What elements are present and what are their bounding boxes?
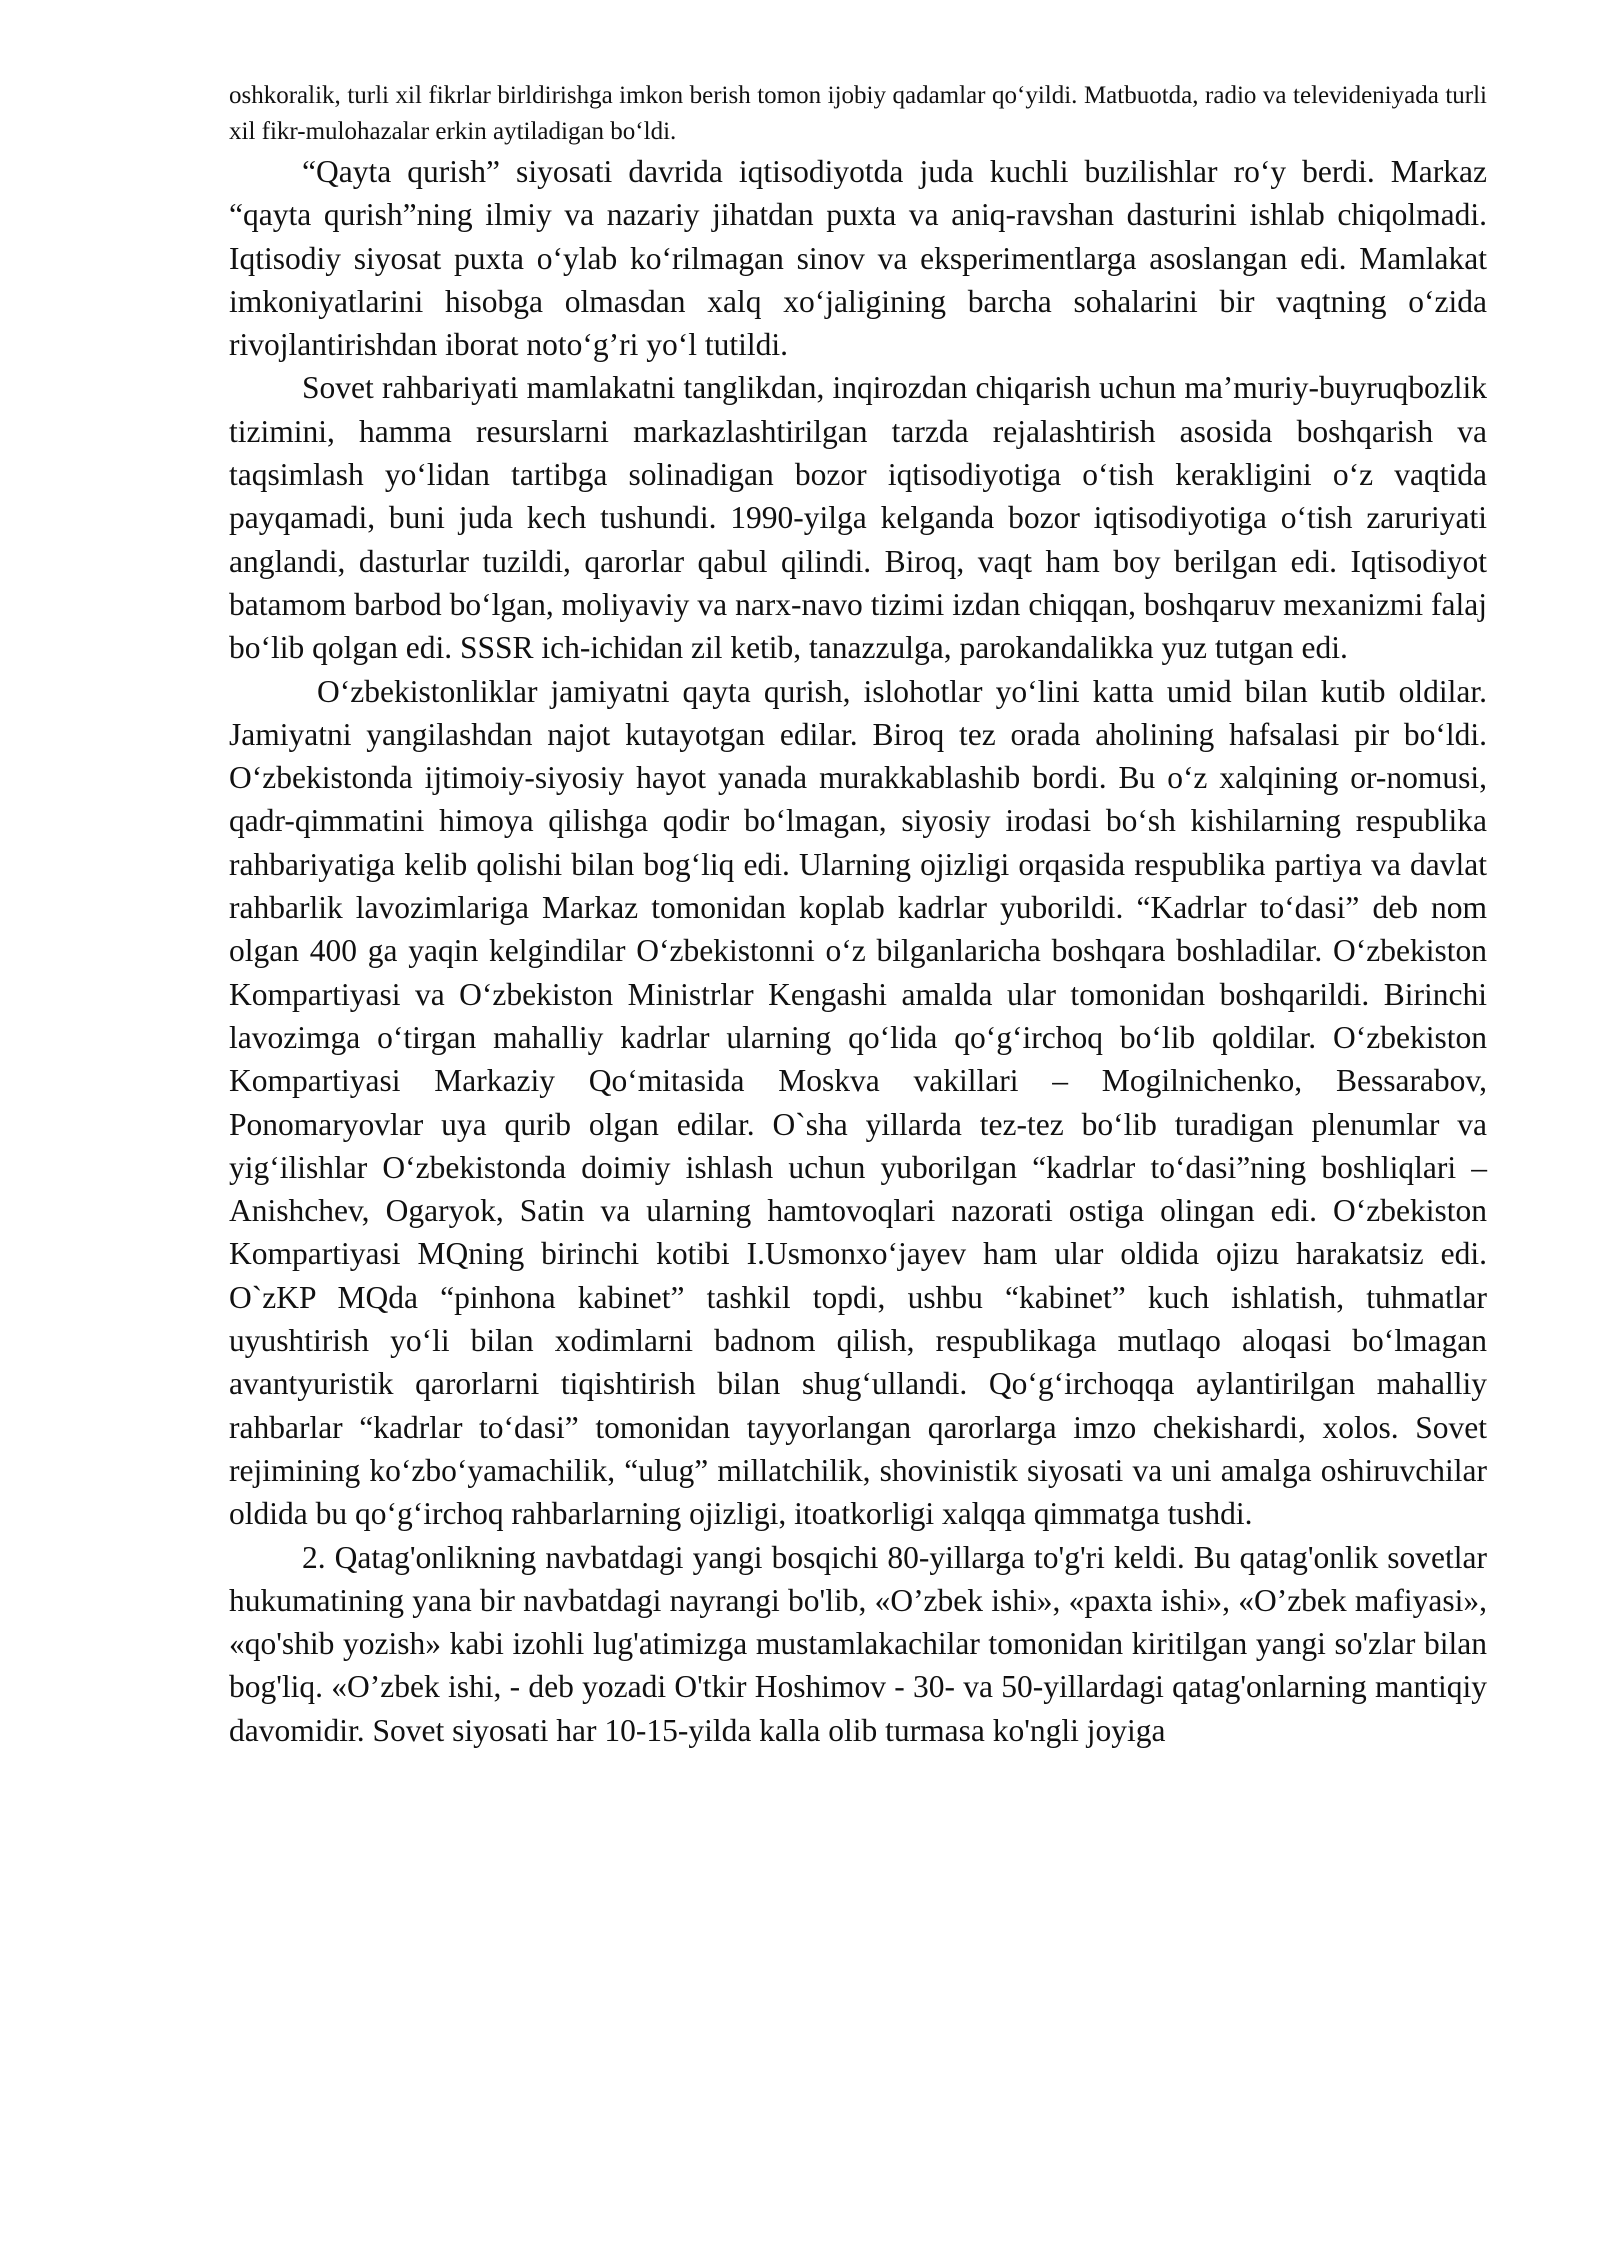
paragraph-1: oshkoralik, turli xil fikrlar birldirishga imkon berish tomon ijobiy qadamlar qo‘yildi. Matbuotda, radio va televideniyada turli xil fikr-mulohazalar erkin aytiladigan bo‘ldi.	[229, 82, 1487, 145]
paragraph-2: “Qayta qurish” siyosati davrida iqtisodiyotda juda kuchli buzilishlar ro‘y berdi. Markaz “qayta qurish”ning ilmiy va nazariy jihatdan puxta va aniq-ravshan dasturini ishlab chiqolmadi. Iqtisodiy siyosat puxta o‘ylab ko‘rilmagan sinov va eksperimentlarga asoslangan edi. Mamlakat imkoniyatlarini hisobga olmasdan xalq xo‘jaligining barcha sohalarini bir vaqtning o‘zida rivojlantirishdan iborat noto‘g’ri yo‘l tutildi.	[229, 154, 1487, 363]
paragraph-5: 2. Qatag'onlikning navbatdagi yangi bosqichi 80-yillarga to'g'ri keldi. Bu qatag'onlik sovetlar hukumatining yana bir navbatdagi nayrangi bo'lib, «O’zbek ishi», «paxta ishi», «O’zbek mafiyasi», «qo'shib yozish» kabi izohli lug'atimizga mustamlakachilar tomonidan kiritilgan yangi so'zlar bilan bog'liq. «O’zbek ishi, - deb yozadi O'tkir Hoshimov - 30- va 50-yillardagi qatag'onlarning mantiqiy davomidir. Sovet siyosati har 10-15-yilda kalla olib turmasa ko'ngli joyiga	[229, 1539, 1487, 1748]
paragraph-4: O‘zbekistonliklar jamiyatni qayta qurish, islohotlar yo‘lini katta umid bilan kutib oldilar. Jamiyatni yangilashdan najot kutayotgan edilar. Biroq tez orada aholining hafsalasi pir bo‘ldi. O‘zbekistonda ijtimoiy-siyosiy hayot yanada murakkablashib bordi. Bu o‘z xalqining or-nomusi, qadr-qimmatini himoya qilishga qodir bo‘lmagan, siyosiy irodasi bo‘sh kishilarning respublika rahbariyatiga kelib qolishi bilan bog‘liq edi. Ularning ojizligi orqasida respublika partiya va davlat rahbarlik lavozimlariga Markaz tomonidan koplab kadrlar yuborildi. “Kadrlar to‘dasi” deb nom olgan 400 ga yaqin kelgindilar O‘zbekistonni o‘z bilganlaricha boshqara boshladilar. O‘zbekiston Kompartiyasi va O‘zbekiston Ministrlar Kengashi amalda ular tomonidan boshqarildi. Birinchi lavozimga o‘tirgan mahalliy kadrlar ularning qo‘lida qo‘g‘irchoq bo‘lib qoldilar. O‘zbekiston Kompartiyasi Markaziy Qo‘mitasida Moskva vakillari – Mogilnichenko, Bessarabov, Ponomaryovlar uya qurib olgan edilar. O`sha yillarda tez-tez bo‘lib turadigan plenumlar va yig‘ilishlar O‘zbekistonda doimiy ishlash uchun yuborilgan “kadrlar to‘dasi”ning boshliqlari – Anishchev, Ogaryok, Satin va ularning hamtovoqlari nazorati ostiga olingan edi. O‘zbekiston Kompartiyasi MQning birinchi kotibi I.Usmonxo‘jayev ham ular oldida ojizu harakatsiz edi. O`zKP MQda “pinhona kabinet” tashkil topdi, ushbu “kabinet” kuch ishlatish, tuhmatlar uyushtirish yo‘li bilan xodimlarni badnom qilish, respublikaga mutlaqo aloqasi bo‘lmagan avantyuristik qarorlarni tiqishtirish bilan shug‘ullandi. Qo‘g‘irchoqqa aylantirilgan mahalliy rahbarlar “kadrlar to‘dasi” tomonidan tayyorlangan qarorlarga imzo chekishardi, xolos. Sovet rejimining ko‘zbo‘yamachilik, “ulug” millatchilik, shovinistik siyosati va uni amalga oshiruvchilar oldida bu qo‘g‘irchoq rahbarlarning ojizligi, itoatkorligi xalqqa qimmatga tushdi.	[229, 673, 1487, 1532]
paragraph-3: Sovet rahbariyati mamlakatni tanglikdan, inqirozdan chiqarish uchun ma’muriy-buyruqbozlik tizimini, hamma resurslarni markazlashtirilgan tarzda rejalashtirish asosida boshqarish va taqsimlash yo‘lidan tartibga solinadigan bozor iqtisodiyotiga o‘tish kerakligini o‘z vaqtida payqamadi, buni juda kech tushundi. 1990-yilga kelganda bozor iqtisodiyotiga o‘tish zaruriyati anglandi, dasturlar tuzildi, qarorlar qabul qilindi. Biroq, vaqt ham boy berilgan edi. Iqtisodiyot batamom barbod bo‘lgan, moliyaviy va narx-navo tizimi izdan chiqqan, boshqaruv mexanizmi falaj bo‘lib qolgan edi. SSSR ich-ichidan zil ketib, tanazzulga, parokandalikka yuz tutgan edi.	[229, 370, 1487, 666]
text-body	[229, 78, 1487, 1752]
